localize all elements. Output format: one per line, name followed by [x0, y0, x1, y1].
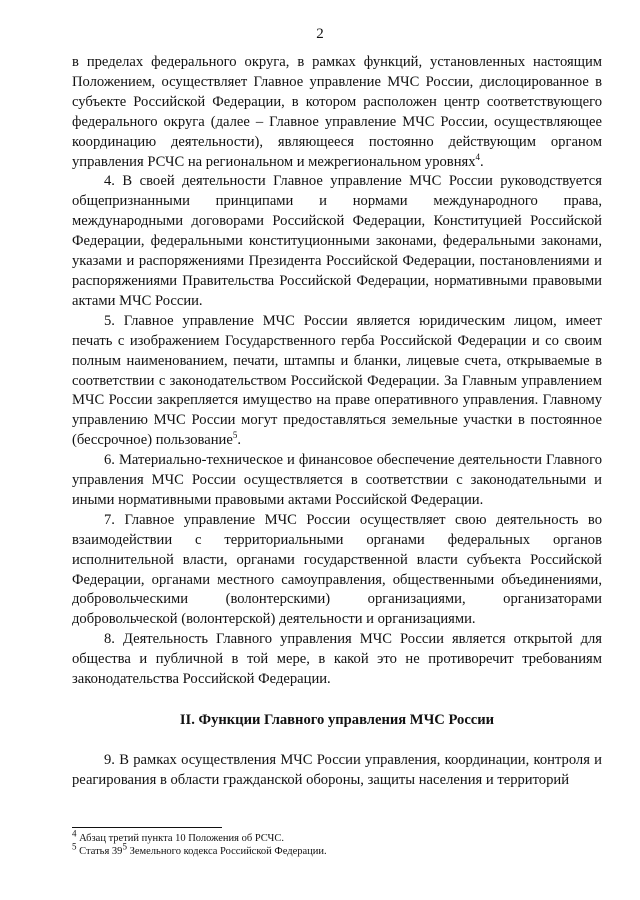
paragraph-tail: . — [480, 153, 484, 170]
page-number: 2 — [316, 26, 324, 42]
paragraph-5 — [72, 312, 602, 451]
footnote-article-sup: 5 — [122, 841, 127, 852]
document-body — [72, 53, 602, 791]
footnote-tail: Земельного кодекса Российской Федерации. — [126, 846, 327, 857]
footnote-ref-4[interactable]: 4 — [475, 151, 481, 162]
footnote-divider — [72, 827, 222, 828]
paragraph-6 — [72, 451, 602, 511]
footnote-mark: 5 — [72, 841, 77, 852]
paragraph-text: 6. Материально-техническое и финансовое обеспечение деятельности Главного управления МЧС России осуществляется в соответствии с законодательными и иными нормативными правовыми актами Российской Федерации. — [72, 452, 602, 508]
paragraph-text: 5. Главное управление МЧС России является юридическим лицом, имеет печать с изображением Государственного герба Российской Федерации и со своим полным наименованием, печати, штампы и бланки, лицевые счета, открываемые в соответствии с законодательством Российской Федерации. За Главным управлением МЧС России закрепляется имущество на праве оперативного управления. Главному управлению МЧС России могут предоставляться земельные участки в постоянное (бессрочное) пользование — [72, 312, 602, 449]
paragraph-4 — [72, 172, 602, 311]
footnote-4 — [72, 828, 602, 845]
paragraph-text: в пределах федерального округа, в рамках функций, установленных настоящим Положением, осуществляет Главное управление МЧС России, дислоцированное в субъекте Российской Федерации, в котором расположен центр соответствующего федерального округа (далее – Главное управление МЧС России, осуществляющее координацию деятельности), являющееся постоянно действующим органом управления РСЧС на региональном и межрегиональном уровнях — [72, 54, 602, 170]
footnote-text: Абзац третий пункта 10 Положения об РСЧС. — [76, 833, 284, 844]
paragraph-8 — [72, 630, 602, 690]
paragraph-text: 7. Главное управление МЧС России осуществляет свою деятельность во взаимодействии с территориальными органами федеральных органов исполнительной власти, органами государственной власти субъекта Российской Федерации, органами местного самоуправления, общественными объединениями, добровольческими (волонтерскими) организациями, организаторами добровольческой (волонтерской) деятельности и организациями. — [72, 511, 602, 628]
footnotes — [72, 828, 602, 858]
paragraph-9: 9. В рамках осуществления МЧС России управления, координации, контроля и реагирования в области гражданской обороны, защиты населения и территорий — [72, 751, 602, 788]
footnote-ref-5[interactable]: 5 — [232, 430, 238, 441]
paragraph-text: 4. В своей деятельности Главное управление МЧС России руководствуется общепризнанными принципами и нормами международного права, международными договорами Российской Федерации, Конституцией Российской Федерации, федеральными конституционными законами, федеральными законами, указами и распоряжениями Президента Российской Федерации, постановлениями и распоряжениями Правительства Российской Федерации, нормативными правовыми актами МЧС России. — [72, 173, 602, 309]
paragraph-3-continuation — [72, 53, 602, 172]
footnote-5 — [72, 841, 602, 858]
footnote-text: Статья 39 — [76, 846, 123, 857]
paragraph-text: 8. Деятельность Главного управления МЧС России является открытой для общества и публичной в той мере, в какой это не противоречит требованиям законодательства Российской Федерации. — [72, 631, 602, 688]
section-heading: II. Функции Главного управления МЧС России — [179, 712, 495, 728]
footnote-mark: 4 — [72, 828, 77, 839]
paragraph-7 — [72, 511, 602, 630]
paragraph-tail: . — [237, 432, 241, 449]
